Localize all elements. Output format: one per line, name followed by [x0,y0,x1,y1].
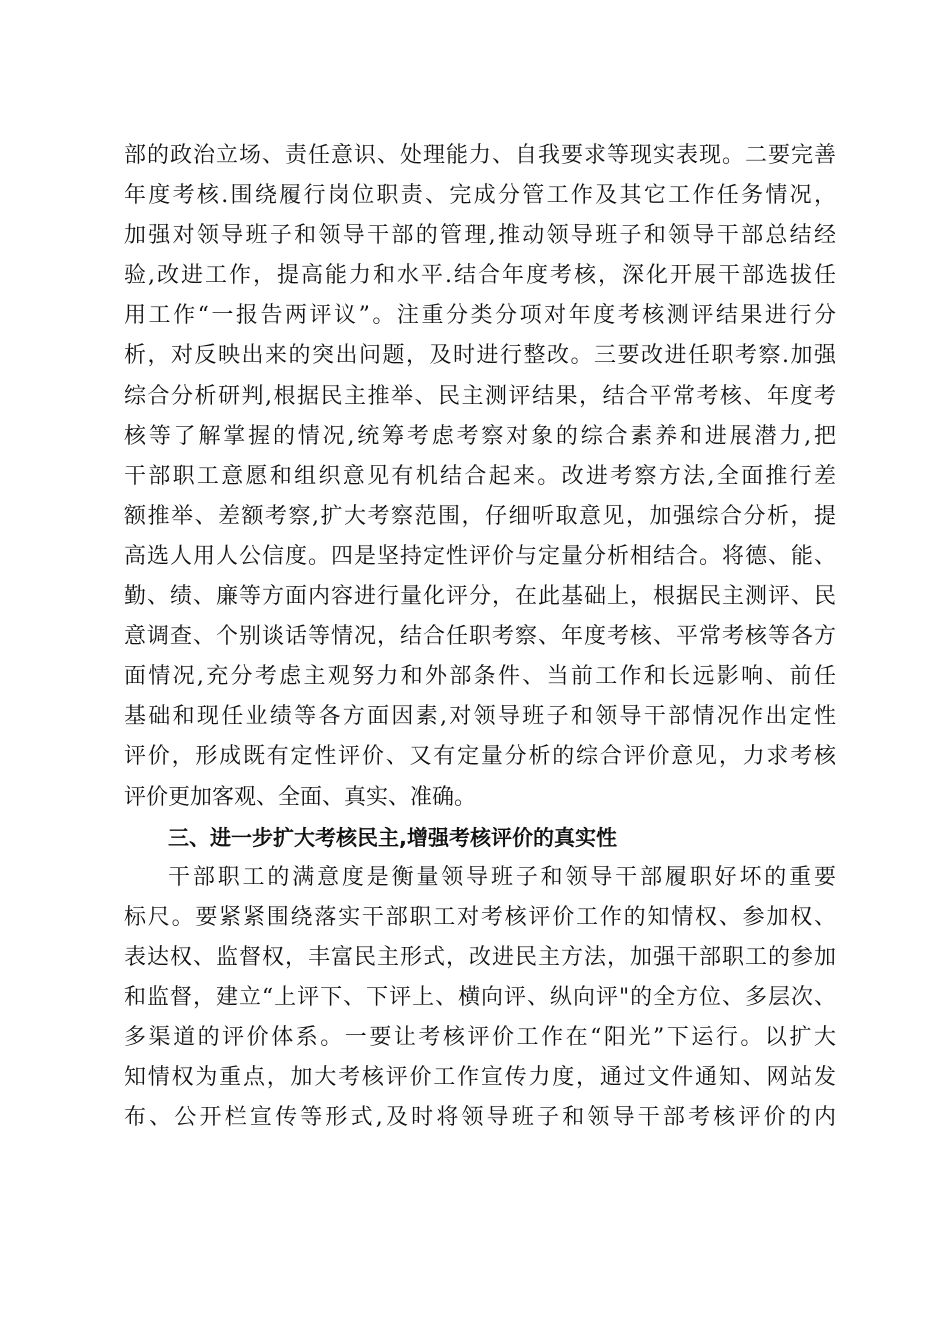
paragraph-continued [124,136,836,818]
text-line: 额推举、差额考察,扩大考察范围，仔细听取意见，加强综合分析，提 [124,503,836,529]
text-line: 用工作“一报告两评议”。注重分类分项对年度考核测评结果进行分 [124,303,836,329]
text-line: 表达权、监督权，丰富民主形式，改进民主方法，加强干部职工的参加 [124,944,836,970]
text-line: 勤、绩、廉等方面内容进行量化评分，在此基础上，根据民主测评、民 [124,584,836,610]
text-line: 和监督，建立“上评下、下评上、横向评、纵向评"的全方位、多层次、 [124,984,836,1010]
text-line: 验,改进工作，提高能力和水平.结合年度考核，深化开展干部选拔任 [124,263,836,289]
text-line: 年度考核.围绕履行岗位职责、完成分管工作及其它工作任务情况， [124,183,836,209]
text-line: 基础和现任业绩等各方面因素,对领导班子和领导干部情况作出定性 [124,704,836,730]
text-line: 知情权为重点，加大考核评价工作宣传力度，通过文件通知、网站发 [124,1065,836,1091]
text-line: 评价更加客观、全面、真实、准确。 [124,784,477,810]
text-line: 析，对反映出来的突出问题，及时进行整改。三要改进任职考察.加强 [124,343,836,369]
document-body [124,136,836,1138]
text-line: 高选人用人公信度。四是坚持定性评价与定量分析相结合。将德、能、 [124,543,836,569]
text-line: 标尺。要紧紧围绕落实干部职工对考核评价工作的知情权、参加权、 [124,904,836,930]
text-line: 综合分析研判,根据民主推举、民主测评结果，结合平常考核、年度考 [124,383,836,409]
text-line: 面情况,充分考虑主观努力和外部条件、当前工作和长远影响、前任 [124,664,836,690]
text-line: 部的政治立场、责任意识、处理能力、自我要求等现实表现。二要完善 [124,143,836,168]
text-line: 干部职工的满意度是衡量领导班子和领导干部履职好坏的重要 [168,864,836,890]
text-line: 布、公开栏宣传等形式,及时将领导班子和领导干部考核评价的内 [124,1105,836,1131]
text-line: 干部职工意愿和组织意见有机结合起来。改进考察方法,全面推行差 [124,463,836,489]
paragraph-section3 [124,858,836,1139]
text-line: 加强对领导班子和领导干部的管理,推动领导班子和领导干部总结经 [124,223,836,249]
text-line: 意调查、个别谈话等情况，结合任职考察、年度考核、平常考核等各方 [124,624,836,650]
text-line: 多渠道的评价体系。一要让考核评价工作在“阳光”下运行。以扩大 [124,1025,836,1051]
text-line: 评价，形成既有定性评价、又有定量分析的综合评价意见，力求考核 [124,744,836,770]
section-heading: 三、进一步扩大考核民主,增强考核评价的真实性 [168,825,617,850]
text-line: 核等了解掌握的情况,统筹考虑考察对象的综合素养和进展潜力,把 [124,423,836,449]
